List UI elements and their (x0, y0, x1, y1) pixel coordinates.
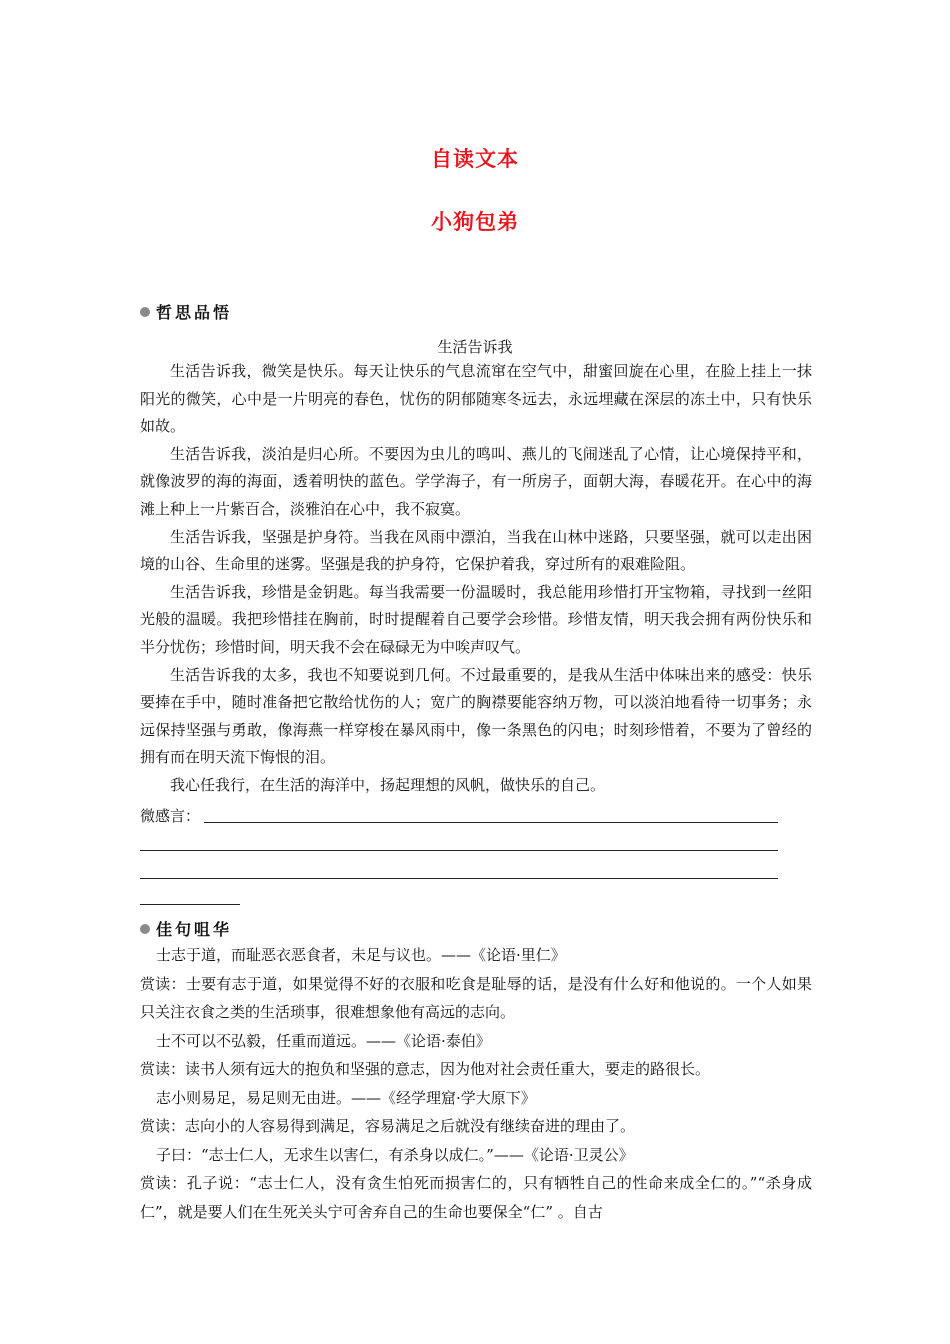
section-heading-label: 佳句咀华 (156, 920, 233, 939)
quote-text: 子曰：“志士仁人，无求生以害仁，有杀身以成仁。”——《论语·卫灵公》 (156, 1145, 634, 1164)
bullet-dot-icon (140, 924, 150, 934)
section-heading-label: 哲思品悟 (156, 303, 233, 322)
answer-blank-line[interactable] (140, 878, 778, 879)
quote-text: 志小则易足，易足则无由进。——《经学理窟·学大原下》 (156, 1088, 536, 1107)
article-paragraph: 生活告诉我，淡泊是归心所。不要因为虫儿的鸣叫、燕儿的飞闹迷乱了心情，让心境保持平和，就像波罗的海的海面，透着明快的蓝色。学学海子，有一所房子，面朝大海，春暖花开。在心中的海滩上种上一片紫百合，淡雅泊在心中，我不寂寞。 (140, 444, 812, 518)
page-title: 自读文本 (431, 147, 519, 171)
quote-reading: 赏读：志向小的人容易得到满足，容易满足之后就没有继续奋进的理由了。 (140, 1117, 636, 1135)
quote-text: 士志于道，而耻恶衣恶食者，未足与议也。——《论语·里仁》 (156, 946, 566, 964)
article-paragraph: 生活告诉我的太多，我也不知要说到几何。不过最重要的，是我从生活中体味出来的感受：快乐要捧在手中，随时准备把它散给忧伤的人；宽广的胸襟要能容纳万物，可以淡泊地看待一切事务；永远保持坚强与勇敢，像海燕一样穿梭在暴风雨中，像一条黑色的闪电；时刻珍惜着，不要为了曾经的拥有而在明天流下悔恨的泪。 (140, 665, 812, 767)
bullet-dot-icon (140, 307, 150, 317)
page-subtitle: 小狗包弟 (431, 210, 519, 234)
section-divider (140, 904, 240, 905)
article-body (140, 358, 812, 800)
section-heading-quotes (140, 917, 232, 940)
article-paragraph: 我心任我行，在生活的海洋中，扬起理想的风帆，做快乐的自己。 (170, 775, 606, 794)
article-paragraph: 生活告诉我，坚强是护身符。当我在风雨中漂泊，当我在山林中迷路，只要坚强，就可以走出困境的山谷、生命里的迷雾。坚强是我的护身符，它保护着我，穿过所有的艰难险阻。 (140, 527, 812, 574)
article-paragraph: 生活告诉我，珍惜是金钥匙。每当我需要一份温暖时，我总能用珍惜打开宝物箱，寻找到一丝阳光般的温暖。我把珍惜挂在胸前，时时提醒着自己要学会珍惜。珍惜友情，明天我会拥有两份快乐和半分忧伤；珍惜时间，明天我不会在碌碌无为中唉声叹气。 (140, 582, 812, 656)
quote-reading: 赏读：读书人须有远大的抱负和坚强的意志，因为他对社会责任重大，要走的路很长。 (140, 1060, 711, 1078)
quote-reading: 赏读：士要有志于道，如果觉得不好的衣服和吃食是耻辱的话，是没有什么好和他说的。一个人如果只关注衣食之类的生活琐事，很难想象他有高远的志向。 (140, 974, 812, 1021)
answer-label: 微感言： (140, 807, 201, 825)
quote-reading: 赏读：孔子说：“志士仁人，没有贪生怕死而损害仁的，只有牺牲自己的性命来成全仁的。”“杀身成仁”，就是要人们在生死关头宁可舍弃自己的生命也要保全“仁” 。自古 (140, 1174, 812, 1221)
section-heading-philosophy (140, 300, 232, 323)
quote-text: 士不可以不弘毅，任重而道远。——《论语·泰伯》 (156, 1031, 491, 1050)
article-paragraph: 生活告诉我，微笑是快乐。每天让快乐的气息流窜在空气中，甜蜜回旋在心里，在脸上挂上一抹阳光的微笑，心中是一片明亮的春色，忧伤的阴郁随寒冬远去，永远埋藏在深层的冻土中，只有快乐如故。 (140, 362, 812, 436)
article-title: 生活告诉我 (437, 338, 513, 356)
answer-blank-line[interactable] (140, 850, 778, 851)
quotes-list (140, 941, 812, 1226)
answer-row (140, 805, 200, 827)
answer-blank-line[interactable] (204, 822, 778, 823)
